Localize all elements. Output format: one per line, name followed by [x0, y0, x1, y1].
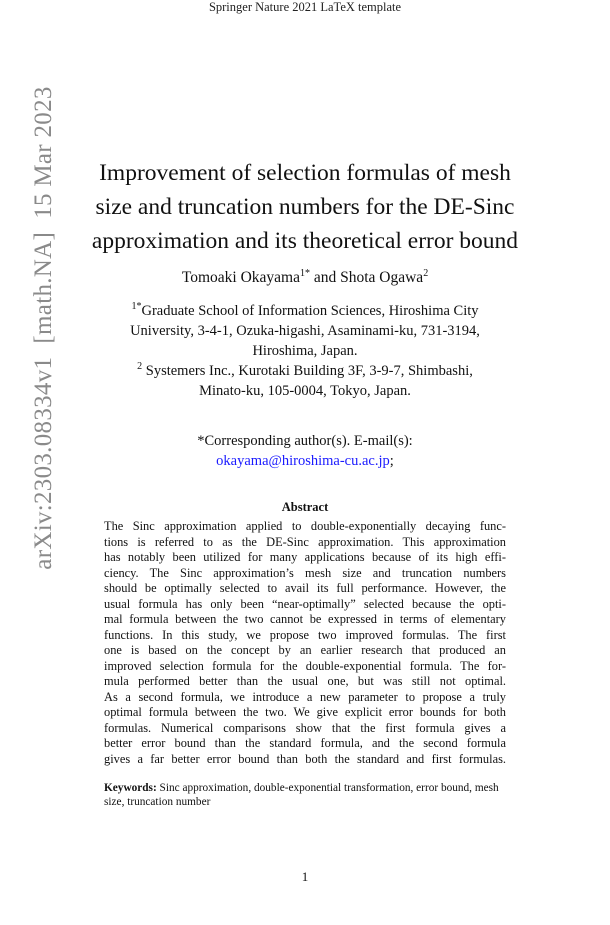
page-number: 1	[301, 869, 309, 884]
title-line: approximation and its theoretical error bound	[91, 228, 519, 254]
title-line: size and truncation numbers for the DE-Sinc	[95, 194, 515, 220]
abstract-line: mula performed better than the usual one, but was still not optimal.	[104, 674, 506, 688]
email-link[interactable]: okayama@hiroshima-cu.ac.jp	[216, 453, 390, 469]
abstract-line: improved selection formula for the double-exponential formula. The for-	[104, 658, 506, 673]
author-name: Shota Ogawa	[340, 269, 424, 286]
abstract-line: As a second formula, we introduce a new parameter to propose a truly	[104, 689, 506, 704]
affiliation-mark: 2	[137, 361, 143, 373]
abstract-body	[104, 519, 506, 767]
keywords	[104, 781, 506, 809]
abstract-line: one is based on the concept by an earlier research that produced an	[104, 643, 506, 657]
paper-title	[0, 156, 610, 258]
corresponding-author	[0, 431, 610, 471]
title-line: Improvement of selection formulas of mesh	[99, 160, 511, 186]
corresponding-label: *Corresponding author(s). E-mail(s):	[197, 433, 413, 449]
abstract-line: The Sinc approximation applied to double-exponentially decaying func-	[104, 519, 506, 533]
abstract-line: mal formula between the two cannot be expressed in terms of elementary	[104, 612, 506, 626]
author-list	[0, 268, 610, 288]
abstract-line: tions is referred to as the DE-Sinc approximation. This approximation	[104, 534, 506, 549]
affiliations	[0, 301, 610, 401]
abstract-line: ciency. The Sinc approximation’s mesh size and truncation numbers	[104, 565, 506, 580]
affiliation-mark: 2	[423, 267, 429, 279]
affiliation-line: University, 3-4-1, Ozuka-higashi, Asaminami-ku, 731-3194,	[130, 323, 480, 339]
email-line	[0, 451, 610, 471]
abstract-line: formulas. Numerical comparisons show that the first formula gives a	[104, 720, 506, 735]
affiliation-line	[0, 361, 610, 381]
running-header: Springer Nature 2021 LaTeX template	[208, 0, 402, 14]
author-conjunction: and	[309, 269, 341, 286]
abstract-line: better error bound than the standard formula, and the second formula	[104, 736, 506, 750]
affiliation-line: Minato-ku, 105-0004, Tokyo, Japan.	[199, 383, 411, 399]
abstract-line: functions. In this study, we propose two improved formulas. The first	[104, 627, 506, 642]
keywords-text: Sinc approximation, double-exponential transformation, error bound, mesh size, truncation number	[104, 782, 499, 808]
affiliation-text: Graduate School of Information Sciences, Hiroshima City	[141, 303, 479, 319]
affiliation-text: Systemers Inc., Kurotaki Building 3F, 3-9-7, Shimbashi,	[142, 363, 473, 379]
arxiv-identifier: arXiv:2303.08334v1 [math.NA] 15 Mar 2023	[30, 86, 57, 570]
abstract-line: gives a far better error bound than both the standard and first formulas.	[104, 751, 506, 766]
abstract-line: optimal formula between the two. We give explicit error bounds for both	[104, 705, 506, 719]
affiliation-mark: 1*	[131, 301, 142, 313]
email-suffix: ;	[389, 453, 394, 469]
abstract-heading: Abstract	[281, 500, 329, 514]
affiliation-mark: 1*	[299, 267, 310, 279]
author-name: Tomoaki Okayama	[181, 269, 300, 286]
affiliation-line	[0, 301, 610, 321]
keywords-label: Keywords:	[104, 782, 157, 794]
abstract-line: should be optimally selected to avail its full performance. However, the	[104, 581, 506, 595]
abstract-line: has notably been utilized for many applications because of its high effi-	[104, 550, 506, 564]
abstract-line: usual formula has only been “near-optimally” selected because the opti-	[104, 596, 506, 611]
affiliation-line: Hiroshima, Japan.	[252, 343, 358, 359]
